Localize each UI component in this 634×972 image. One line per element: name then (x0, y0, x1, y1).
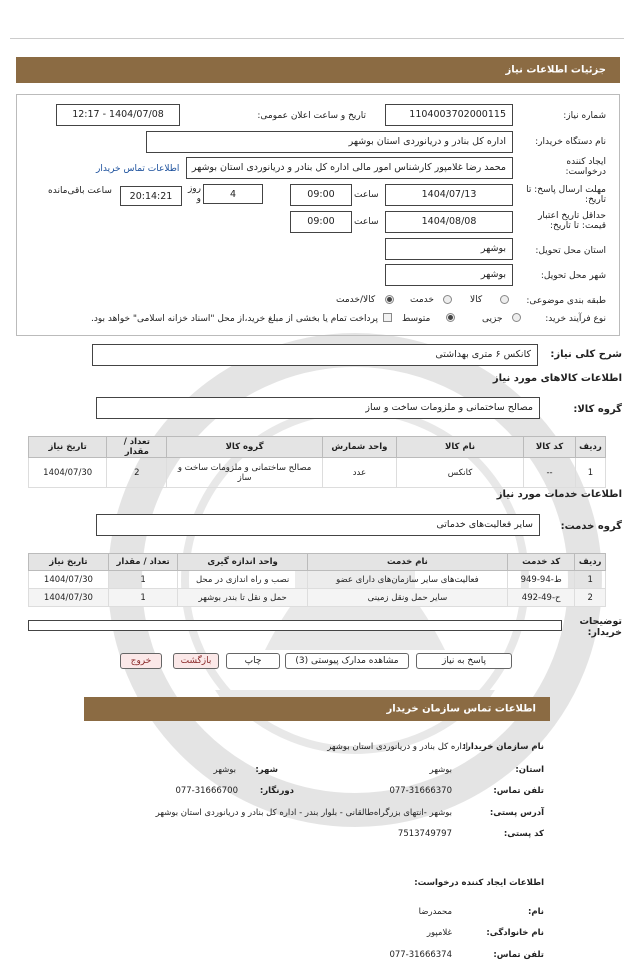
announce-date-field: 1404/07/08 - 12:17 (56, 104, 180, 126)
category-radio-service[interactable] (443, 295, 452, 304)
services-col-unit: واحد اندازه گیری (178, 554, 308, 571)
goods-cell-qty: 2 (107, 458, 167, 488)
buyer-notes-label: توضیحات خریدار: (579, 616, 622, 638)
summary-label: شرح کلی نیاز: (550, 349, 622, 360)
creator-label: ایجاد کننده درخواست: (565, 157, 606, 177)
buyer-notes-field (28, 620, 562, 631)
days-label: روز و (187, 184, 201, 204)
summary-field: کانکس ۶ متری بهداشتی (92, 344, 538, 366)
exit-button[interactable]: خروج (120, 653, 162, 669)
buyer-org-field: اداره کل بنادر و دریانوردی استان بوشهر (146, 131, 513, 153)
province-field: بوشهر (385, 238, 513, 260)
table-row (29, 458, 606, 488)
contact-address-label: آدرس پستی: (489, 808, 544, 818)
contact-header-title: اطلاعات تماس سازمان خریدار (386, 703, 536, 715)
goods-cell-row: 1 (575, 458, 605, 488)
goods-col-unit: واحد شمارش (322, 437, 396, 458)
city-label: شهر محل تحویل: (540, 271, 606, 281)
deadline-time-field: 09:00 (290, 184, 352, 206)
buyer-org-label: نام دستگاه خریدار: (535, 137, 606, 147)
validity-label: حداقل تاریخ اعتبار قیمت: تا تاریخ: (538, 211, 606, 231)
services-cell-qty: 1 (108, 571, 177, 589)
creator-first-name-label: نام: (527, 907, 544, 917)
goods-cell-code: -- (524, 458, 576, 488)
validity-time-label: ساعت (354, 217, 379, 227)
services-col-date: تاریخ نیاز (29, 554, 109, 571)
services-col-code: کد خدمت (507, 554, 574, 571)
category-label: طبقه بندی موضوعی: (526, 296, 606, 306)
services-col-qty: تعداد / مقدار (108, 554, 177, 571)
goods-group-field: مصالح ساختمانی و ملزومات ساخت و ساز (96, 397, 540, 419)
contact-phone-value: 077-31666370 (389, 786, 452, 796)
goods-cell-unit: عدد (322, 458, 396, 488)
contact-fax-label: دورنگار: (259, 786, 294, 796)
reply-button[interactable]: پاسخ به نیاز (416, 653, 512, 669)
category-option-service: خدمت (410, 295, 434, 305)
contact-org-value: اداره کل بنادر و دریانوردی استان بوشهر (327, 742, 468, 752)
process-radio-medium[interactable] (446, 313, 455, 322)
services-cell-unit: نصب و راه اندازی در محل (178, 571, 308, 589)
need-number-label: شماره نیاز: (563, 111, 606, 121)
creator-info-title: اطلاعات ایجاد کننده درخواست: (414, 878, 544, 888)
services-cell-row: 2 (575, 589, 606, 607)
creator-phone-value: 077-31666374 (389, 950, 452, 960)
details-header-title: جزئیات اطلاعات نیاز (505, 64, 606, 76)
creator-field: محمد رضا غلامپور کارشناس امور مالی اداره کل بنادر و دریانوردی استان بوشهر (186, 157, 513, 179)
buyer-contact-link[interactable]: اطلاعات تماس خریدار (96, 164, 180, 174)
deadline-date-field: 1404/07/13 (385, 184, 513, 206)
goods-table-header (29, 437, 606, 458)
remaining-time-field: 20:14:21 (120, 186, 182, 206)
services-cell-code: ح-49-492 (507, 589, 574, 607)
goods-cell-date: 1404/07/30 (29, 458, 107, 488)
goods-col-qty: تعداد / مقدار (107, 437, 167, 458)
contact-province-label: استان: (515, 765, 544, 775)
print-button[interactable]: چاپ (226, 653, 280, 669)
services-cell-name: سایر حمل ونقل زمینی (307, 589, 507, 607)
process-label: نوع فرآیند خرید: (545, 314, 606, 324)
city-field: بوشهر (385, 264, 513, 286)
goods-cell-group: مصالح ساختمانی و ملزومات ساخت و ساز (167, 458, 323, 488)
contact-fax-value: 077-31666700 (175, 786, 238, 796)
services-cell-row: 1 (575, 571, 606, 589)
process-option-minor: جزیی (482, 314, 503, 324)
services-table-header (29, 554, 606, 571)
treasury-payment-checkbox[interactable] (383, 313, 392, 322)
announce-date-label: تاریخ و ساعت اعلان عمومی: (257, 111, 366, 121)
top-divider (10, 38, 624, 39)
goods-group-label: گروه کالا: (573, 404, 622, 415)
goods-section-title: اطلاعات کالاهای مورد نیاز (492, 373, 622, 384)
contact-header (84, 697, 550, 721)
category-option-goods-service: کالا/خدمت (336, 295, 376, 305)
creator-last-name-value: غلامپور (426, 928, 452, 938)
services-col-row: ردیف (575, 554, 606, 571)
days-remaining-field: 4 (203, 184, 263, 204)
goods-col-name: نام کالا (397, 437, 524, 458)
goods-col-group: گروه کالا (167, 437, 323, 458)
services-col-name: نام خدمت (307, 554, 507, 571)
services-cell-unit: حمل و نقل تا بندر بوشهر (178, 589, 308, 607)
contact-city-value: بوشهر (213, 765, 236, 775)
table-row (29, 589, 606, 607)
process-radio-minor[interactable] (512, 313, 521, 322)
services-section-title: اطلاعات خدمات مورد نیاز (496, 489, 622, 500)
province-label: استان محل تحویل: (535, 246, 606, 256)
goods-table (28, 436, 606, 488)
goods-col-code: کد کالا (524, 437, 576, 458)
services-cell-name: فعالیت‌های سایر سازمان‌های دارای عضو (307, 571, 507, 589)
deadline-label: مهلت ارسال پاسخ: تا تاریخ: (526, 185, 606, 205)
validity-time-field: 09:00 (290, 211, 352, 233)
validity-date-field: 1404/08/08 (385, 211, 513, 233)
services-cell-code: ط-94-949 (507, 571, 574, 589)
attachments-button[interactable]: مشاهده مدارک پیوستی (3) (285, 653, 409, 669)
details-header (16, 57, 620, 83)
creator-last-name-label: نام خانوادگی: (486, 928, 544, 938)
creator-first-name-value: محمدرضا (418, 907, 452, 917)
contact-org-label: نام سازمان خریدار: (462, 742, 544, 752)
category-radio-goods[interactable] (500, 295, 509, 304)
need-number-field: 1104003702000115 (385, 104, 513, 126)
goods-col-date: تاریخ نیاز (29, 437, 107, 458)
services-cell-qty: 1 (108, 589, 177, 607)
process-option-medium: متوسط (402, 314, 431, 324)
goods-col-row: ردیف (575, 437, 605, 458)
category-radio-goods-service[interactable] (385, 295, 394, 304)
services-group-label: گروه خدمت: (560, 521, 622, 532)
creator-phone-label: تلفن تماس: (493, 950, 544, 960)
contact-postal-value: 7513749797 (397, 829, 452, 839)
goods-cell-name: کانکس (397, 458, 524, 488)
back-button[interactable]: بازگشت (173, 653, 219, 669)
deadline-time-label: ساعت (354, 190, 379, 200)
contact-province-value: بوشهر (429, 765, 452, 775)
contact-phone-label: تلفن تماس: (493, 786, 544, 796)
contact-postal-label: کد پستی: (503, 829, 544, 839)
table-row (29, 571, 606, 589)
contact-address-value: بوشهر -انتهای بزرگراه‌طالقانی - بلوار بندر - اداره کل بنادر و دریانوردی استان بوشهر (155, 808, 452, 818)
remaining-time-label: ساعت باقی‌مانده (48, 186, 112, 196)
treasury-payment-note: پرداخت تمام یا بخشی از مبلغ خرید،از محل "اسناد خزانه اسلامی" خواهد بود. (90, 314, 378, 324)
services-cell-date: 1404/07/30 (29, 571, 109, 589)
services-table (28, 553, 606, 607)
contact-city-label: شهر: (255, 765, 278, 775)
services-group-field: سایر فعالیت‌های خدماتی (96, 514, 540, 536)
category-option-goods: کالا (470, 295, 483, 305)
services-cell-date: 1404/07/30 (29, 589, 109, 607)
